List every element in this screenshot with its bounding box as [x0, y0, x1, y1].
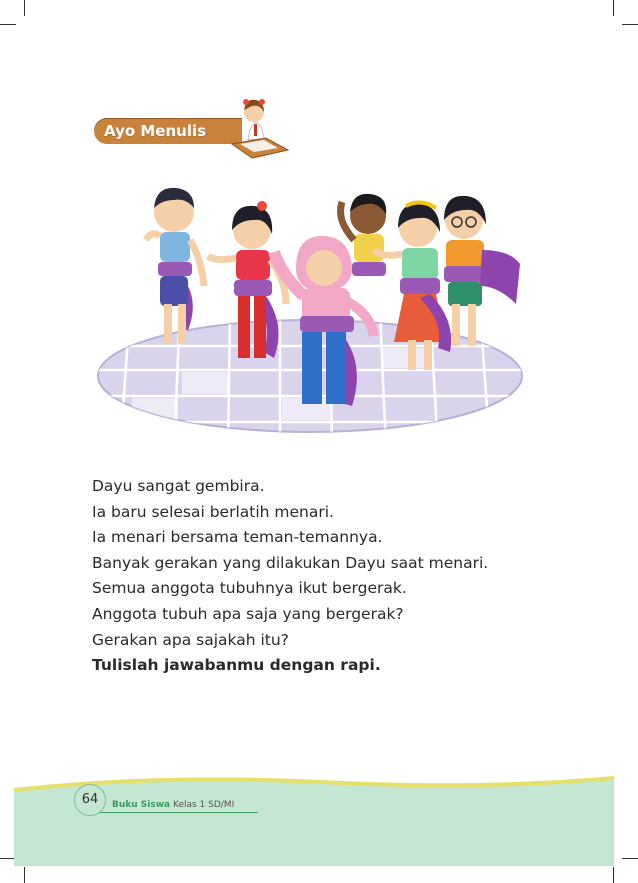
- dancing-children-illustration: [90, 90, 530, 450]
- passage-line: Semua anggota tubuhnya ikut bergerak.: [92, 579, 407, 598]
- book-label: Buku Siswa: [112, 800, 171, 810]
- footer-rule: [100, 812, 258, 813]
- crop-mark: [24, 0, 25, 16]
- passage-line: Anggota tubuh apa saja yang bergerak?: [92, 604, 404, 623]
- passage-line: Ia baru selesai berlatih menari.: [92, 502, 334, 521]
- girl-orange-shirt-figure: [444, 196, 520, 346]
- passage-line: Banyak gerakan yang dilakukan Dayu saat menari.: [92, 553, 489, 572]
- passage-line: Gerakan apa sajakah itu?: [92, 630, 289, 649]
- crop-mark: [622, 24, 638, 25]
- reading-passage: [92, 474, 572, 679]
- boy-dancer-figure: [146, 188, 204, 344]
- instruction-line: Tulislah jawabanmu dengan rapi.: [92, 656, 381, 675]
- footer-wave: [0, 760, 638, 883]
- section-title: Ayo Menulis: [104, 122, 207, 140]
- footer-caption: [112, 800, 234, 810]
- passage-line: Dayu sangat gembira.: [92, 477, 265, 495]
- passage-line: Ia menari bersama teman-temannya.: [92, 528, 383, 547]
- class-label: Kelas 1 SD/MI: [172, 800, 235, 810]
- page-number: 64: [74, 784, 106, 816]
- crop-mark: [613, 0, 614, 16]
- crop-mark: [0, 24, 16, 25]
